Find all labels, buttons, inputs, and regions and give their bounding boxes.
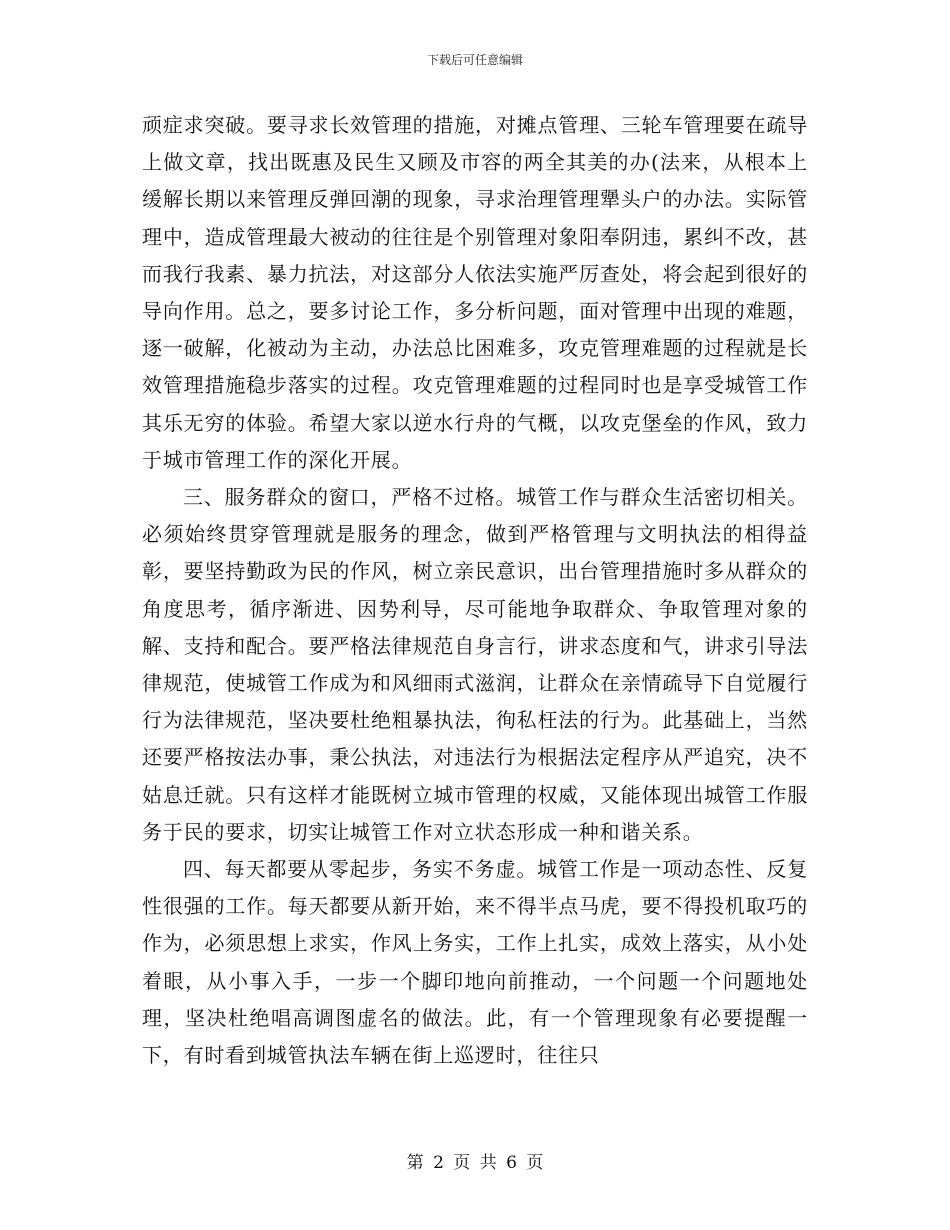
paragraph-1: 顽症求突破。要寻求长效管理的措施，对摊点管理、三轮车管理要在疏导上做文章，找出既惠及民生又顾及市容的两全其美的办(法来，从根本上缓解长期以来管理反弹回潮的现象，寻求治理管理犟头户的办法。实际管理中，造成管理最大被动的往往是个别管理对象阳奉阴违，累纠不改，甚而我行我素、暴力抗法，对这部分人依法实施严厉查处，将会起到很好的导向作用。总之，要多讨论工作，多分析问题，面对管理中出现的难题，逐一破解，化被动为主动，办法总比困难多，攻克管理难题的过程就是长效管理措施稳步落实的过程。攻克管理难题的过程同时也是享受城管工作其乐无穷的体验。希望大家以逆水行舟的气概，以攻克堡垒的作风，致力于城市管理工作的深化开展。: [142, 113, 808, 472]
page-number-footer: 第 2 页 共 6 页: [406, 1153, 544, 1173]
paragraph-3: 四、每天都要从零起步，务实不务虚。城管工作是一项动态性、反复性很强的工作。每天都要从新开始，来不得半点马虎，要不得投机取巧的作为，必须思想上求实，作风上务实，工作上扎实，成效上落实，从小处着眼，从小事入手，一步一个脚印地向前推动，一个问题一个问题地处理，坚决杜绝唱高调图虚名的做法。此，有一个管理现象有必要提醒一下，有时看到城管执法车辆在街上巡逻时，往往只: [142, 857, 808, 1068]
page-header: 下载后可任意编辑: [426, 53, 523, 67]
document-body: [142, 107, 808, 1074]
paragraph-2: 三、服务群众的窗口，严格不过格。城管工作与群众生活密切相关。必须始终贯穿管理就是服务的理念，做到严格管理与文明执法的相得益彰，要坚持勤政为民的作风，树立亲民意识，出台管理措施时多从群众的角度思考，循序渐进、因势利导，尽可能地争取群众、争取管理对象的解、支持和配合。要严格法律规范自身言行，讲求态度和气，讲求引导法律规范，使城管工作成为和风细雨式滋润，让群众在亲情疏导下自觉履行行为法律规范，坚决要杜绝粗暴执法，徇私枉法的行为。此基础上，当然还要严格按法办事，秉公执法，对违法行为根据法定程序从严追究，决不姑息迁就。只有这样才能既树立城市管理的权威，又能体现出城管工作服务于民的要求，切实让城管工作对立状态形成一种和谐关系。: [142, 485, 808, 844]
